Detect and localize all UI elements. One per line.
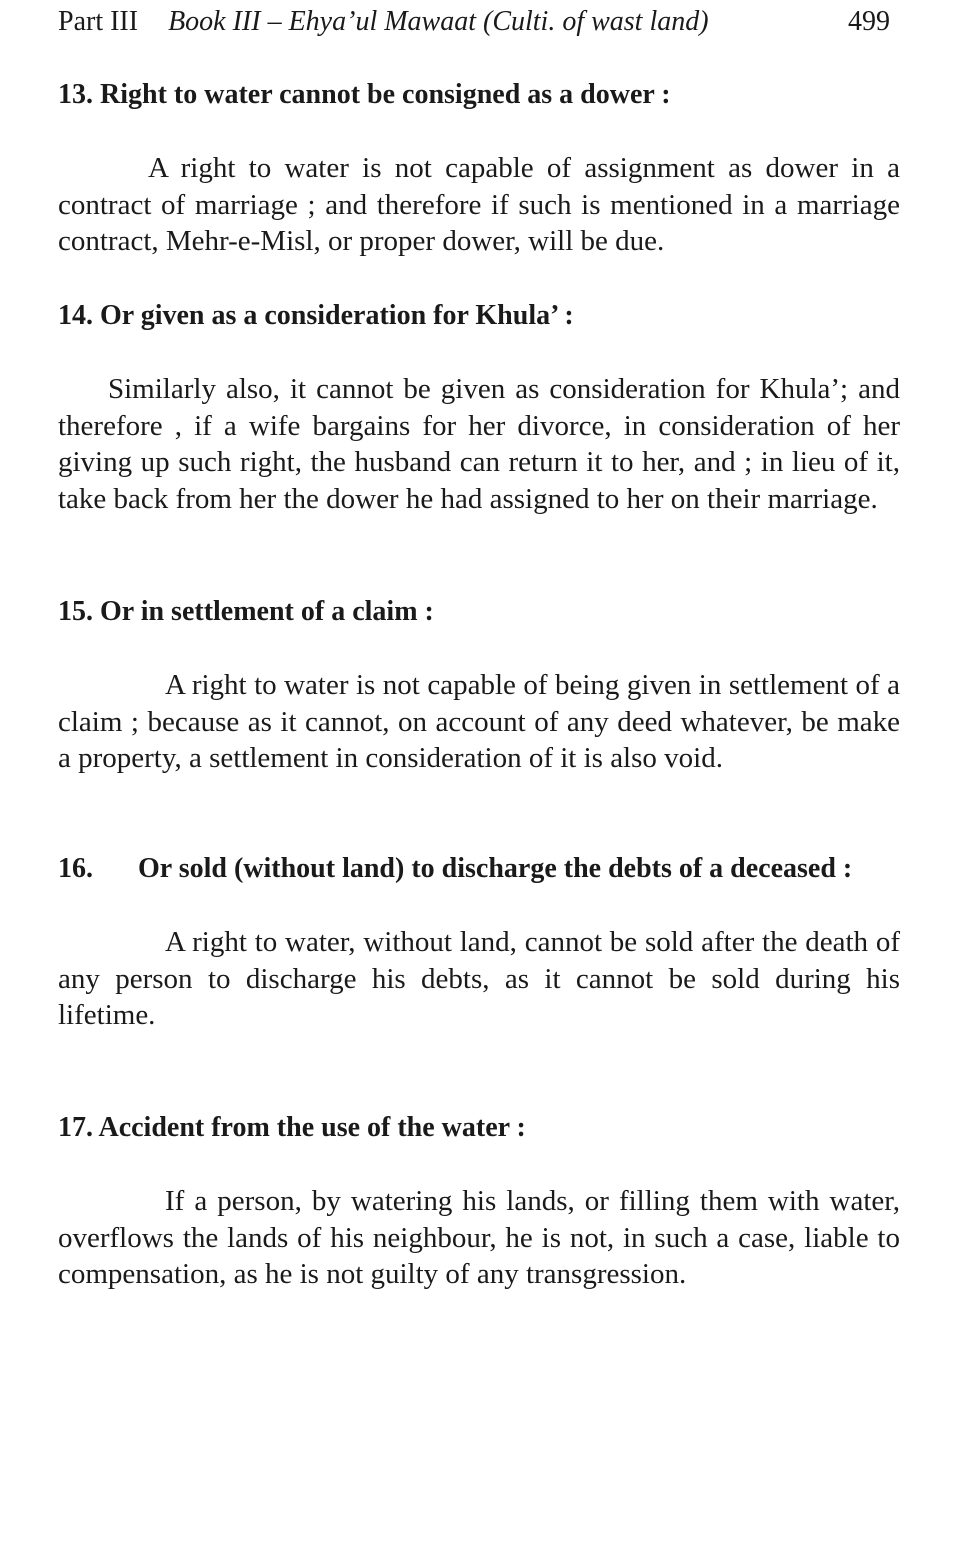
section-heading xyxy=(58,851,900,887)
running-head xyxy=(58,4,900,40)
page-number: 499 xyxy=(848,6,890,37)
section-heading xyxy=(58,77,900,113)
section-16 xyxy=(58,851,900,1034)
section-paragraph: A right to water is not capable of assignment as dower in a contract of marriage ; and therefore if such is mentioned in a marriage contract, Mehr-e-Misl, or proper dower, will be due. xyxy=(58,152,900,258)
section-17 xyxy=(58,1110,900,1293)
section-number: 14. xyxy=(58,300,93,331)
section-heading xyxy=(58,594,900,630)
section-number: 17. xyxy=(58,1112,93,1143)
section-paragraph: Similarly also, it cannot be given as consideration for Khula’; and therefore , if a wife bargains for her divorce, in consideration of her giving up such right, the husband can return it to her, and ; in lieu of it, take back from her the dower he had assigned to her on their marriage. xyxy=(58,373,900,516)
section-heading xyxy=(58,1110,900,1146)
section-paragraph: A right to water is not capable of being given in settlement of a claim ; because as it cannot, on account of any deed whatever, be make a property, a settlement in consideration of it is also void. xyxy=(58,669,900,775)
section-heading-text: Right to water cannot be consigned as a dower : xyxy=(100,79,671,110)
section-number: 15. xyxy=(58,596,93,627)
section-heading-text: Accident from the use of the water : xyxy=(98,1112,526,1143)
running-head-part: Part III xyxy=(58,6,139,37)
section-15 xyxy=(58,594,900,777)
section-paragraph: If a person, by watering his lands, or filling them with water, overflows the lands of his neighbour, he is not, in such a case, liable to compensation, as he is not guilty of any transgression. xyxy=(58,1185,900,1291)
section-heading-text: Or sold (without land) to discharge the debts of a deceased : xyxy=(138,853,853,884)
section-14 xyxy=(58,298,900,518)
section-number: 16. xyxy=(58,853,93,884)
section-heading xyxy=(58,298,900,334)
section-paragraph: A right to water, without land, cannot be sold after the death of any person to discharge his debts, as it cannot be sold during his lifetime. xyxy=(58,926,900,1032)
section-13 xyxy=(58,77,900,260)
section-number: 13. xyxy=(58,79,93,110)
running-head-book-title: Book III – Ehya’ul Mawaat (Culti. of wast land) xyxy=(168,6,709,37)
section-heading-text: Or given as a consideration for Khula’ : xyxy=(100,300,574,331)
section-heading-text: Or in settlement of a claim : xyxy=(100,596,434,627)
